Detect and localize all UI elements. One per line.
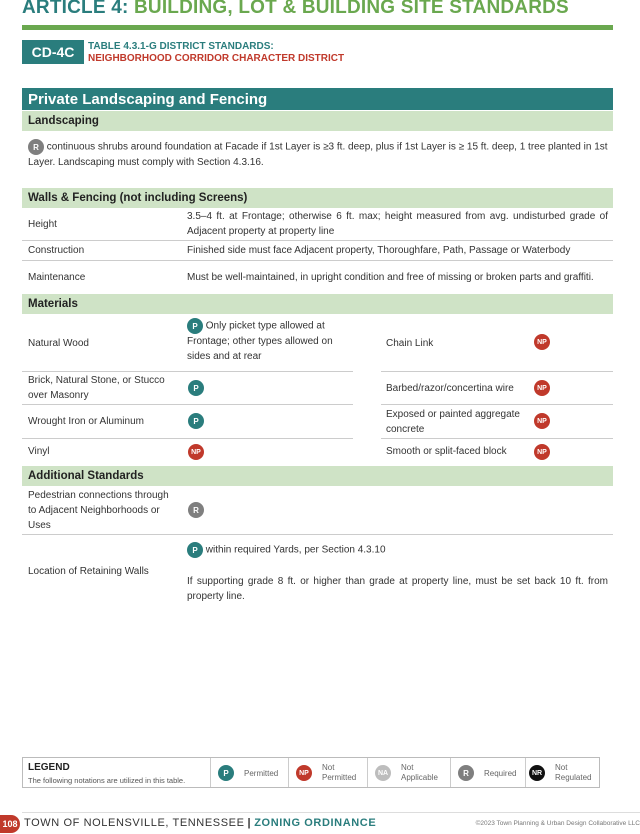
legend-not-permitted-label: Not Permitted (322, 763, 357, 782)
permitted-icon: P (187, 542, 203, 558)
legend-not-regulated-label: Not Regulated (555, 763, 592, 782)
retaining-walls-location (187, 542, 608, 558)
height-label: Height (28, 218, 57, 230)
not-permitted-icon: NP (534, 444, 550, 460)
not-permitted-icon: NP (296, 765, 312, 781)
maintenance-value: Must be well-maintained, in upright condition and free of missing or broken parts and graffiti. (187, 271, 594, 283)
legend-not-applicable-label: Not Applicable (401, 763, 438, 782)
landscaping-rule: continuous shrubs around foundation at Facade if 1st Layer is ≥3 ft. deep, plus if 1st Layer is ≥ 15 ft. deep, 1 tree planted in 1st Layer. Landscaping must comply with Section 4.3.16. (28, 141, 608, 168)
footer-rule (22, 812, 640, 813)
maintenance-label: Maintenance (28, 271, 86, 283)
construction-value: Finished side must face Adjacent property, Thoroughfare, Path, Passage or Waterbody (187, 245, 571, 256)
legend (22, 757, 600, 788)
footer-town: TOWN OF NOLENSVILLE, TENNESSEE (24, 817, 245, 829)
retaining-walls-label: Location of Retaining Walls (28, 565, 149, 577)
footer-separator: | (247, 817, 252, 829)
legend-divider (450, 758, 451, 787)
not-permitted-icon: NP (534, 380, 550, 396)
article-title (22, 0, 569, 19)
not-applicable-icon: NA (375, 765, 391, 781)
walls-fencing-heading: Walls & Fencing (not including Screens) (22, 188, 613, 208)
material-barbed-wire: Barbed/razor/concertina wire (386, 382, 514, 394)
height-value: 3.5–4 ft. at Frontage; otherwise 6 ft. max; height measured from avg. undisturbed grade of Adjacent property at property line (187, 211, 608, 237)
footer-title (24, 817, 376, 829)
not-permitted-icon: NP (188, 444, 204, 460)
district-badge: CD-4C (22, 40, 84, 64)
landscaping-text (28, 139, 608, 170)
permitted-icon: P (218, 765, 234, 781)
permitted-icon: P (187, 318, 203, 334)
header-rule (22, 25, 613, 30)
material-aggregate-concrete: Exposed or painted aggregate concrete (386, 408, 520, 435)
legend-divider (367, 758, 368, 787)
footer-copyright: ©2023 Town Planning & Urban Design Collaborative LLC (475, 820, 640, 827)
footer-document: ZONING ORDINANCE (254, 817, 377, 829)
legend-divider (288, 758, 289, 787)
not-regulated-icon: NR (529, 765, 545, 781)
material-brick-stone-stucco: Brick, Natural Stone, or Stucco over Masonry (28, 375, 165, 401)
pedestrian-connections-label: Pedestrian connections through to Adjacent Neighborhoods or Uses (28, 489, 169, 531)
page-number: 108 (0, 815, 20, 833)
legend-note: The following notations are utilized in this table. (28, 776, 186, 785)
legend-divider (210, 758, 211, 787)
legend-required-label: Required (484, 769, 517, 778)
natural-wood-note (187, 318, 349, 364)
table-title: TABLE 4.3.1-G DISTRICT STANDARDS: (88, 41, 274, 52)
table-subtitle: NEIGHBORHOOD CORRIDOR CHARACTER DISTRICT (88, 53, 345, 64)
permitted-icon: P (188, 413, 204, 429)
article-name: BUILDING, LOT & BUILDING SITE STANDARDS (133, 0, 569, 18)
material-wrought-iron: Wrought Iron or Aluminum (28, 416, 144, 427)
natural-wood-condition: Only picket type allowed at Frontage; other types allowed on sides and at rear (187, 320, 333, 362)
not-permitted-icon: NP (534, 334, 550, 350)
permitted-icon: P (188, 380, 204, 396)
legend-title: LEGEND (28, 762, 70, 773)
section-title: Private Landscaping and Fencing (22, 88, 613, 110)
materials-heading: Materials (22, 294, 613, 314)
material-vinyl: Vinyl (28, 446, 50, 457)
not-permitted-icon: NP (534, 413, 550, 429)
landscaping-heading: Landscaping (22, 111, 613, 131)
material-natural-wood: Natural Wood (28, 337, 89, 349)
required-icon: R (188, 502, 204, 518)
required-icon: R (458, 765, 474, 781)
material-chain-link: Chain Link (386, 337, 434, 349)
material-block: Smooth or split-faced block (386, 446, 507, 457)
required-icon: R (28, 139, 44, 155)
construction-label: Construction (28, 245, 85, 256)
retaining-walls-yards: within required Yards, per Section 4.3.10 (205, 544, 386, 556)
legend-permitted-label: Permitted (244, 769, 279, 778)
retaining-walls-setback: If supporting grade 8 ft. or higher than grade at property line, must be set back 10 ft. from property line. (187, 576, 608, 602)
article-number: ARTICLE 4: (22, 0, 129, 18)
legend-divider (525, 758, 526, 787)
additional-standards-heading: Additional Standards (22, 466, 613, 486)
